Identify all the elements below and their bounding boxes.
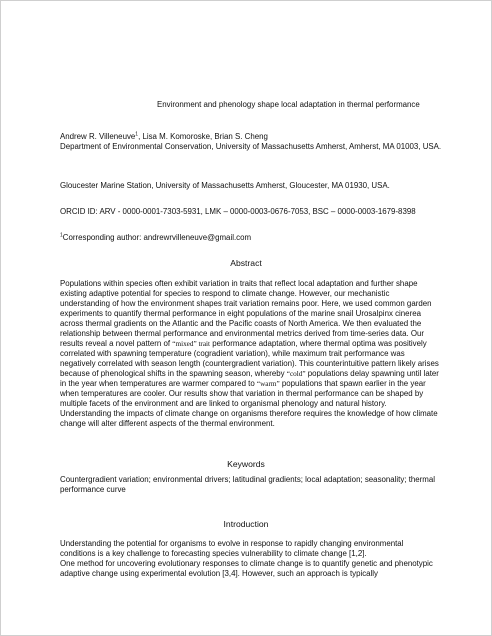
abstract-text-4: populations that spawn earlier in the year when temperatures are cooler. Our results show that variation in thermal performance can be shaped by multiple facets of the environment and are linked to organismal phenology and natural history. Understanding the impacts of climate change on organisms therefore requires the knowledge of how climate change will alter different aspects of the thermal environment.: [60, 379, 438, 428]
intro-sentence-2: One method for uncovering evolutionary responses to climate change is to quantify genetic and phenotypic adaptive change using experimental evolution [3,4]. However, such an approach is typically: [60, 559, 433, 578]
paper-title: Environment and phenology shape local adaptation in thermal performance: [157, 100, 420, 109]
abstract-text-1: Populations within species often exhibit variation in traits that reflect local adaptation and further shape existing adaptive potential for species to respond to climate change. However, our mechanistic understanding of how the environment shapes trait variation remains poor. Here, we used common garden experiments to quantify thermal performance in eight populations of the marine snail Urosalpinx cinerea across thermal gradients on the Atlantic and the Pacific coasts of North America. We then evaluated the relationship between thermal performance and environmental metrics derived from time-series data. Our results reveal a novel pattern of: [60, 279, 432, 348]
lead-author: Andrew R. Villeneuve: [60, 132, 136, 141]
abstract-quote-warm: “warm”: [256, 380, 280, 388]
affiliation-gloucester: Gloucester Marine Station, University of Massachusetts Amherst, Gloucester, MA 01930, USA.: [60, 181, 390, 190]
abstract-paragraph: [60, 279, 440, 429]
coauthors: , Lisa M. Komoroske, Brian S. Cheng: [138, 132, 268, 141]
affiliation-department: Department of Environmental Conservation, University of Massachusetts Amherst, Amherst, MA 01003, USA.: [60, 142, 442, 151]
corresponding-marker: 1: [60, 232, 63, 239]
introduction-heading: Introduction: [223, 519, 269, 529]
keywords-text: Countergradient variation; environmental drivers; latitudinal gradients; local adaptation; seasonality; thermal performance curve: [60, 475, 436, 494]
abstract-text-3: populations delay spawning until later in the year when temperatures are warmer compared to: [60, 369, 439, 388]
corresponding-text: Corresponding author: andrewrvilleneuve@gmail.com: [62, 233, 252, 242]
abstract-quote-cold: “cold”: [286, 370, 306, 378]
keywords-heading: Keywords: [227, 459, 265, 469]
author-footnote-marker: 1: [135, 131, 139, 138]
orcid-ids: ORCID ID: ARV - 0000-0001-7303-5931, LMK – 0000-0003-0676-7053, BSC – 0000-0003-1679-8398: [60, 207, 416, 216]
introduction-paragraph: [60, 539, 440, 579]
intro-sentence-1: Understanding the potential for organisms to evolve in response to rapidly changing environmental conditions is a key challenge to forecasting species vulnerability to climate change [1,2].: [60, 539, 404, 558]
abstract-text-2: performance adaptation, where thermal optima was positively correlated with spawning temperature (cogradient variation), while maximum trait performance was negatively correlated with season length (countergradient variation). This counterintuitive pattern likely arises because of phenological shifts in the spawning season, whereby: [60, 339, 439, 378]
abstract-heading: Abstract: [230, 258, 262, 268]
corresponding-author: [60, 233, 251, 243]
abstract-quote-mixed: “mixed” trait: [172, 340, 211, 348]
author-list: [60, 132, 268, 142]
